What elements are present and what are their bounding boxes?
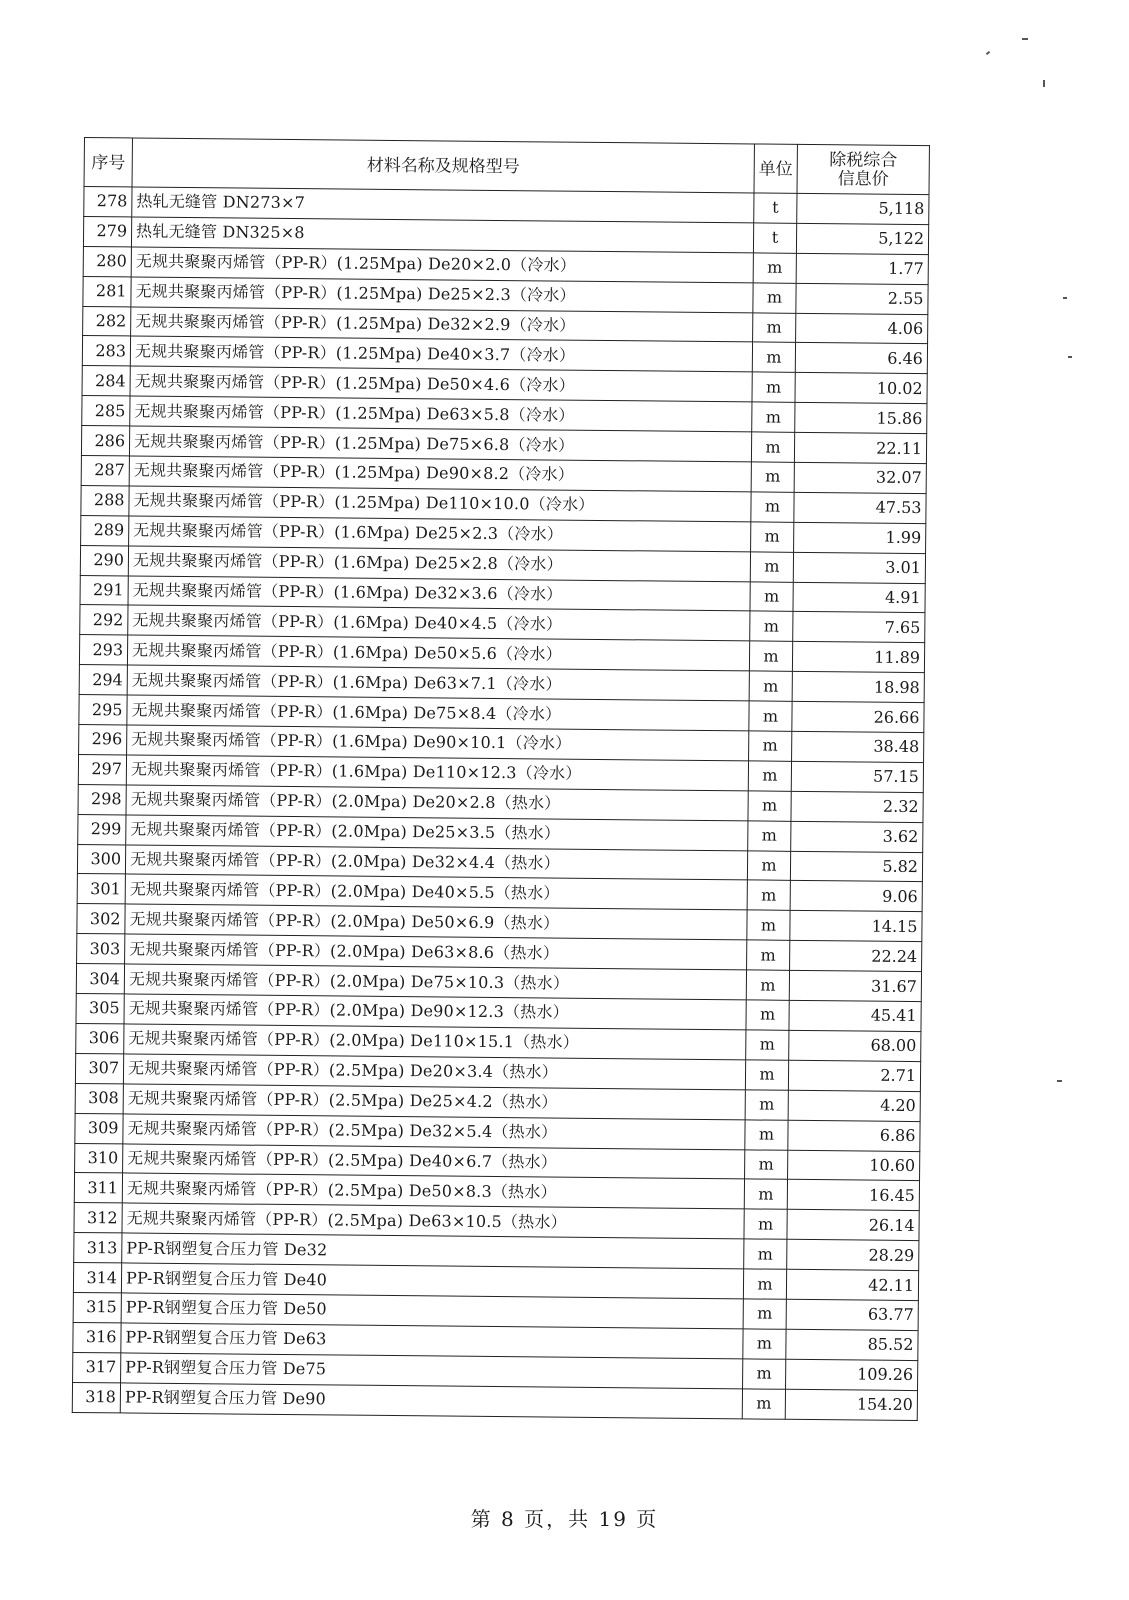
unit-cell: m [749, 731, 792, 761]
price-table [72, 137, 930, 1421]
row-number: 285 [82, 396, 130, 426]
unit-cell: m [743, 1329, 786, 1359]
unit-cell: m [750, 552, 793, 582]
material-name: 无规共聚聚丙烯管（PP-R）(2.0Mpa) De75×10.3（热水） [124, 964, 746, 1000]
row-number: 313 [74, 1233, 122, 1263]
row-number: 304 [76, 964, 124, 994]
price-cell: 47.53 [794, 492, 926, 523]
price-cell: 15.86 [795, 403, 927, 434]
row-number: 286 [81, 426, 129, 456]
material-name: PP-R钢塑复合压力管 De40 [121, 1263, 743, 1299]
row-number: 307 [75, 1053, 123, 1083]
unit-cell: m [751, 522, 794, 552]
row-number: 291 [80, 575, 128, 605]
row-number: 300 [77, 844, 125, 874]
price-cell: 68.00 [789, 1030, 921, 1061]
price-cell: 45.41 [789, 1000, 921, 1031]
unit-cell: m [750, 581, 793, 611]
price-cell: 1.77 [796, 253, 928, 284]
price-cell: 4.20 [788, 1090, 920, 1121]
unit-cell: m [744, 1209, 787, 1239]
material-name: 无规共聚聚丙烯管（PP-R）(2.0Mpa) De63×8.6（热水） [125, 934, 747, 970]
row-number: 299 [78, 814, 126, 844]
price-cell: 42.11 [786, 1269, 918, 1300]
unit-cell: m [747, 940, 790, 970]
price-cell: 16.45 [787, 1180, 919, 1211]
price-cell: 22.11 [794, 432, 926, 463]
scan-mark [1022, 38, 1028, 40]
unit-cell: m [743, 1359, 786, 1389]
row-number: 283 [82, 336, 130, 366]
price-cell: 2.71 [788, 1060, 920, 1091]
price-cell: 63.77 [786, 1299, 918, 1330]
row-number: 288 [81, 485, 129, 515]
material-name: 无规共聚聚丙烯管（PP-R）(1.25Mpa) De50×4.6（冷水） [130, 366, 752, 402]
price-cell: 109.26 [786, 1359, 918, 1390]
header-name: 材料名称及规格型号 [132, 138, 754, 193]
material-name: 无规共聚聚丙烯管（PP-R）(1.6Mpa) De90×10.1（冷水） [127, 725, 749, 761]
row-number: 284 [82, 366, 130, 396]
material-name: 无规共聚聚丙烯管（PP-R）(1.6Mpa) De25×2.3（冷水） [129, 516, 751, 552]
row-number: 317 [73, 1352, 121, 1382]
table-body [72, 187, 929, 1421]
unit-cell: m [744, 1179, 787, 1209]
price-cell: 14.15 [790, 911, 922, 942]
header-price-line1: 除税综合 [829, 150, 898, 170]
row-number: 310 [75, 1143, 123, 1173]
price-cell: 57.15 [791, 761, 923, 792]
row-number: 278 [84, 187, 132, 217]
price-cell: 26.66 [792, 701, 924, 732]
unit-cell: m [744, 1239, 787, 1269]
material-name: 无规共聚聚丙烯管（PP-R）(1.25Mpa) De90×8.2（冷水） [129, 456, 751, 492]
unit-cell: m [751, 462, 794, 492]
unit-cell: m [752, 342, 795, 372]
scan-mark [986, 51, 990, 55]
row-number: 314 [73, 1263, 121, 1293]
price-cell: 32.07 [794, 462, 926, 493]
row-number: 298 [78, 784, 126, 814]
material-name: 无规共聚聚丙烯管（PP-R）(2.0Mpa) De50×6.9（热水） [125, 904, 747, 940]
unit-cell: m [745, 1120, 788, 1150]
header-price-line2: 信息价 [837, 169, 889, 189]
unit-cell: m [743, 1269, 786, 1299]
material-name: 无规共聚聚丙烯管（PP-R）(1.25Mpa) De32×2.9（冷水） [131, 307, 753, 343]
row-number: 282 [83, 306, 131, 336]
material-name: 无规共聚聚丙烯管（PP-R）(1.25Mpa) De25×2.3（冷水） [131, 277, 753, 313]
material-name: 无规共聚聚丙烯管（PP-R）(2.0Mpa) De110×15.1（热水） [124, 1024, 746, 1060]
header-no: 序号 [84, 138, 132, 187]
row-number: 297 [78, 754, 126, 784]
material-name: 无规共聚聚丙烯管（PP-R）(2.0Mpa) De90×12.3（热水） [124, 994, 746, 1030]
row-number: 315 [73, 1292, 121, 1322]
scan-mark [1068, 356, 1072, 358]
price-cell: 4.06 [796, 313, 928, 344]
material-name: 无规共聚聚丙烯管（PP-R）(2.0Mpa) De40×5.5（热水） [125, 874, 747, 910]
row-number: 289 [81, 515, 129, 545]
row-number: 311 [74, 1173, 122, 1203]
unit-cell: t [753, 223, 796, 253]
row-number: 294 [79, 665, 127, 695]
header-unit: 单位 [754, 144, 797, 193]
price-cell: 26.14 [787, 1210, 919, 1241]
unit-cell: m [749, 701, 792, 731]
row-number: 279 [83, 216, 131, 246]
unit-cell: m [749, 641, 792, 671]
material-name: PP-R钢塑复合压力管 De90 [120, 1383, 742, 1419]
unit-cell: m [745, 1090, 788, 1120]
material-name: 无规共聚聚丙烯管（PP-R）(2.5Mpa) De63×10.5（热水） [122, 1203, 744, 1239]
material-name: 无规共聚聚丙烯管（PP-R）(1.6Mpa) De40×4.5（冷水） [128, 605, 750, 641]
row-number: 303 [77, 934, 125, 964]
header-row [84, 138, 929, 195]
unit-cell: m [753, 283, 796, 313]
page-number: 第 8 页，共 19 页 [470, 1507, 659, 1531]
material-name: PP-R钢塑复合压力管 De32 [122, 1233, 744, 1269]
price-cell: 31.67 [789, 970, 921, 1001]
row-number: 301 [77, 874, 125, 904]
price-cell: 3.01 [793, 552, 925, 583]
price-cell: 2.55 [796, 283, 928, 314]
unit-cell: m [748, 791, 791, 821]
unit-cell: m [742, 1389, 785, 1419]
unit-cell: m [747, 850, 790, 880]
material-name: 无规共聚聚丙烯管（PP-R）(1.6Mpa) De50×5.6（冷水） [127, 635, 749, 671]
material-name: PP-R钢塑复合压力管 De63 [121, 1323, 743, 1359]
material-name: 无规共聚聚丙烯管（PP-R）(1.25Mpa) De20×2.0（冷水） [131, 247, 753, 283]
price-cell: 22.24 [790, 941, 922, 972]
price-cell: 5,118 [797, 193, 929, 224]
price-cell: 3.62 [791, 821, 923, 852]
scan-mark [1063, 297, 1067, 299]
material-name: 热轧无缝管 DN273×7 [132, 187, 754, 223]
unit-cell: m [748, 821, 791, 851]
price-cell: 10.60 [788, 1150, 920, 1181]
row-number: 309 [75, 1113, 123, 1143]
unit-cell: m [747, 880, 790, 910]
unit-cell: m [752, 372, 795, 402]
row-number: 290 [80, 545, 128, 575]
row-number: 280 [83, 246, 131, 276]
material-name: 无规共聚聚丙烯管（PP-R）(2.5Mpa) De25×4.2（热水） [123, 1084, 745, 1120]
unit-cell: m [753, 253, 796, 283]
row-number: 295 [79, 695, 127, 725]
header-price [797, 144, 929, 194]
material-name: 无规共聚聚丙烯管（PP-R）(2.5Mpa) De32×5.4（热水） [123, 1114, 745, 1150]
row-number: 296 [79, 725, 127, 755]
material-name: 无规共聚聚丙烯管（PP-R）(1.25Mpa) De40×3.7（冷水） [130, 336, 752, 372]
price-cell: 7.65 [793, 612, 925, 643]
unit-cell: m [751, 432, 794, 462]
material-name: 热轧无缝管 DN325×8 [131, 217, 753, 253]
price-cell: 5.82 [790, 851, 922, 882]
material-name: 无规共聚聚丙烯管（PP-R）(2.0Mpa) De20×2.8（热水） [126, 785, 748, 821]
material-name: 无规共聚聚丙烯管（PP-R）(1.6Mpa) De63×7.1（冷水） [127, 665, 749, 701]
unit-cell: m [743, 1299, 786, 1329]
row-number: 318 [72, 1382, 120, 1412]
material-name: 无规共聚聚丙烯管（PP-R）(1.6Mpa) De75×8.4（冷水） [127, 695, 749, 731]
row-number: 292 [80, 605, 128, 635]
material-name: 无规共聚聚丙烯管（PP-R）(2.0Mpa) De32×4.4（热水） [125, 845, 747, 881]
material-name: 无规共聚聚丙烯管（PP-R）(2.5Mpa) De40×6.7（热水） [123, 1143, 745, 1179]
unit-cell: m [751, 492, 794, 522]
unit-cell: m [746, 1030, 789, 1060]
unit-cell: m [745, 1060, 788, 1090]
scan-mark [1043, 80, 1045, 87]
material-name: PP-R钢塑复合压力管 De75 [121, 1353, 743, 1389]
price-cell: 1.99 [794, 522, 926, 553]
unit-cell: m [750, 611, 793, 641]
row-number: 316 [73, 1322, 121, 1352]
price-cell: 85.52 [786, 1329, 918, 1360]
scan-mark [1057, 1080, 1062, 1082]
price-cell: 9.06 [790, 881, 922, 912]
material-name: 无规共聚聚丙烯管（PP-R）(1.25Mpa) De110×10.0（冷水） [129, 486, 751, 522]
price-cell: 6.46 [795, 343, 927, 374]
row-number: 293 [79, 635, 127, 665]
price-cell: 4.91 [793, 582, 925, 613]
material-name: 无规共聚聚丙烯管（PP-R）(2.0Mpa) De25×3.5（热水） [126, 815, 748, 851]
price-cell: 10.02 [795, 373, 927, 404]
material-name: 无规共聚聚丙烯管（PP-R）(1.6Mpa) De32×3.6（冷水） [128, 576, 750, 612]
unit-cell: m [753, 312, 796, 342]
material-name: 无规共聚聚丙烯管（PP-R）(1.25Mpa) De63×5.8（冷水） [130, 396, 752, 432]
row-number: 287 [81, 456, 129, 486]
row-number: 308 [75, 1083, 123, 1113]
row-number: 281 [83, 276, 131, 306]
unit-cell: m [745, 1149, 788, 1179]
row-number: 302 [77, 904, 125, 934]
unit-cell: m [747, 910, 790, 940]
price-cell: 38.48 [792, 731, 924, 762]
unit-cell: m [749, 671, 792, 701]
unit-cell: m [746, 970, 789, 1000]
price-cell: 2.32 [791, 791, 923, 822]
price-cell: 11.89 [792, 642, 924, 673]
price-cell: 5,122 [796, 223, 928, 254]
material-name: 无规共聚聚丙烯管（PP-R）(2.5Mpa) De20×3.4（热水） [123, 1054, 745, 1090]
row-number: 305 [76, 994, 124, 1024]
unit-cell: m [752, 402, 795, 432]
row-number: 306 [76, 1023, 124, 1053]
material-name: 无规共聚聚丙烯管（PP-R）(1.6Mpa) De25×2.8（冷水） [128, 546, 750, 582]
unit-cell: m [746, 1000, 789, 1030]
price-cell: 6.86 [788, 1120, 920, 1151]
table-header [84, 138, 929, 195]
material-name: 无规共聚聚丙烯管（PP-R）(2.5Mpa) De50×8.3（热水） [122, 1173, 744, 1209]
row-number: 312 [74, 1203, 122, 1233]
price-cell: 28.29 [787, 1239, 919, 1270]
unit-cell: m [748, 761, 791, 791]
price-cell: 18.98 [792, 672, 924, 703]
material-name: PP-R钢塑复合压力管 De50 [121, 1293, 743, 1329]
unit-cell: t [754, 193, 797, 223]
price-cell: 154.20 [785, 1389, 917, 1420]
material-name: 无规共聚聚丙烯管（PP-R）(1.6Mpa) De110×12.3（冷水） [126, 755, 748, 791]
material-name: 无规共聚聚丙烯管（PP-R）(1.25Mpa) De75×6.8（冷水） [129, 426, 751, 462]
